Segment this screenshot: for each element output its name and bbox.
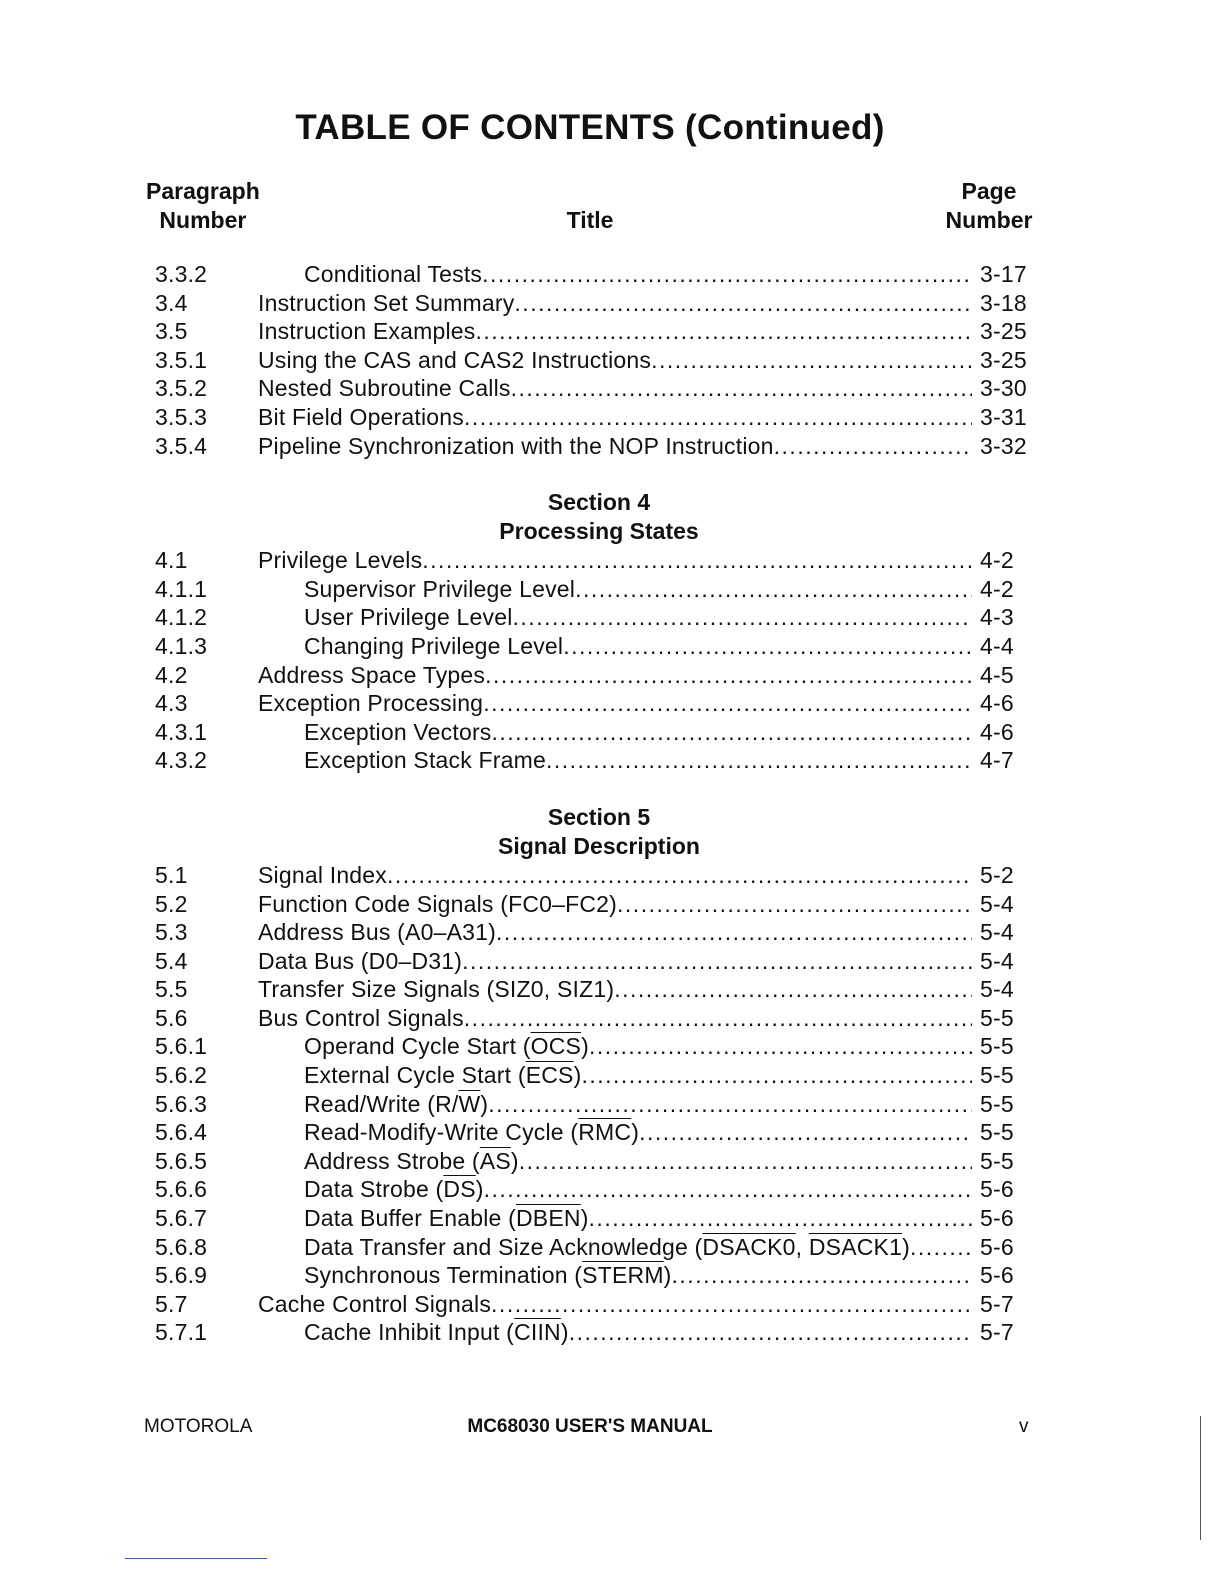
toc-entry[interactable]: [0, 317, 1224, 346]
paragraph-number: 4.1.3: [155, 632, 208, 659]
toc-entry[interactable]: [0, 1290, 1224, 1319]
toc-entry[interactable]: [0, 689, 1224, 718]
entry-title-leader: [304, 1318, 972, 1347]
entry-title: Data Strobe $(\overline{DS})$: [304, 1176, 484, 1203]
paragraph-number: 4.1.1: [155, 575, 208, 602]
paragraph-number: 5.6.1: [155, 1033, 208, 1060]
page-number: 5-4: [980, 890, 1014, 917]
page-number: 3-18: [980, 289, 1027, 316]
footer-page-number: v: [1019, 1416, 1029, 1437]
paragraph-number: 5.6.3: [155, 1090, 208, 1117]
paragraph-number: 5.6.2: [155, 1062, 208, 1089]
section-heading: [0, 803, 1198, 861]
entry-title-leader: [304, 718, 972, 747]
page-number: 4-5: [980, 661, 1014, 688]
paragraph-number: 5.1: [155, 861, 188, 888]
dot-leader: [475, 317, 972, 346]
dot-leader: [482, 260, 972, 289]
entry-title-leader: [304, 575, 972, 604]
paragraph-number: 4.3.2: [155, 747, 208, 774]
active-low-signal: $\overline{DS}$: [443, 1176, 476, 1203]
page-number: 3-25: [980, 318, 1027, 345]
entry-title-leader: [258, 975, 972, 1004]
entry-title-leader: [304, 632, 972, 661]
page-number: 3-25: [980, 346, 1027, 373]
dot-leader: [491, 1290, 972, 1319]
entry-title-leader: [258, 1004, 972, 1033]
entry-title-leader: [258, 890, 972, 919]
toc-entry[interactable]: [0, 975, 1224, 1004]
dot-leader: [464, 403, 972, 432]
entry-title-leader: [304, 1233, 972, 1262]
active-low-signal: $\overline{OCS}$: [530, 1033, 582, 1060]
dot-leader: [651, 346, 972, 375]
footer-manual-title: MC68030 USER'S MANUAL: [467, 1416, 713, 1437]
page-number: 4-2: [980, 575, 1014, 602]
paragraph-number: 4.1.2: [155, 604, 208, 631]
dot-leader: [910, 1233, 972, 1262]
active-low-signal: CIIN: [514, 1319, 561, 1346]
entry-title: Pipeline Synchronization with the NOP Instruction: [258, 432, 774, 459]
entry-title: Exception Stack Frame: [304, 747, 546, 774]
page-number: 5-5: [980, 1090, 1014, 1117]
dot-leader: [672, 1261, 972, 1290]
paragraph-number: 5.2: [155, 890, 188, 917]
page-number: 3-30: [980, 375, 1027, 402]
paragraph-number: 5.6.6: [155, 1176, 208, 1203]
toc-entry[interactable]: [0, 1204, 1224, 1233]
entry-title: Function Code Signals (FC0–FC2): [258, 890, 618, 917]
entry-title-leader: [258, 546, 972, 575]
dot-leader: [492, 718, 972, 747]
entry-title-leader: [258, 346, 972, 375]
entry-title-leader: [258, 289, 972, 318]
paragraph-number: 4.2: [155, 661, 188, 688]
dot-leader: [563, 632, 972, 661]
paragraph-header-line1: Paragraph: [146, 178, 260, 204]
scan-edge-line: [1200, 1416, 1201, 1540]
entry-title-leader: [258, 403, 972, 432]
dot-leader: [617, 890, 972, 919]
toc-entry[interactable]: [0, 861, 1224, 890]
entry-title-leader: [304, 1261, 972, 1290]
dot-leader: [514, 289, 972, 318]
toc-entry[interactable]: [0, 890, 1224, 919]
page-number: 3-31: [980, 403, 1027, 430]
active-low-signal: STERM: [582, 1262, 664, 1289]
section-label: Section 5: [547, 803, 651, 830]
section-heading: [0, 488, 1198, 546]
entry-title: Exception Processing: [258, 690, 484, 717]
active-low-signal: DSACK0: [702, 1233, 796, 1260]
paragraph-number: 5.6.7: [155, 1205, 208, 1232]
page-number: 5-4: [980, 919, 1014, 946]
entry-title-leader: [304, 603, 972, 632]
paragraph-number: 5.6: [155, 1004, 188, 1031]
dot-leader: [614, 975, 972, 1004]
active-low-signal: $\overline{W}$: [458, 1090, 481, 1117]
page-title: TABLE OF CONTENTS (Continued): [295, 108, 885, 147]
paragraph-number: 4.3: [155, 690, 188, 717]
paragraph-number: 5.4: [155, 947, 188, 974]
entry-title-leader: [304, 1032, 972, 1061]
page-number: 5-5: [980, 1004, 1014, 1031]
section-name: Signal Description: [498, 832, 700, 859]
paragraph-number: 3.4: [155, 289, 188, 316]
entry-title-leader: [258, 689, 972, 718]
entry-title-leader: [304, 260, 972, 289]
dot-leader: [484, 1175, 972, 1204]
entry-title-leader: [304, 1061, 972, 1090]
toc-entry[interactable]: [0, 1233, 1224, 1262]
entry-title: External Cycle Start $(\overline{ECS})$: [304, 1062, 582, 1089]
entry-title: Privilege Levels: [258, 547, 423, 574]
entry-title: Cache Inhibit Input (CIIN): [304, 1319, 569, 1346]
entry-title-leader: [258, 918, 972, 947]
toc-entry[interactable]: [0, 1175, 1224, 1204]
entry-title: Conditional Tests: [304, 261, 483, 287]
page-number: 5-6: [980, 1262, 1014, 1289]
active-low-signal: DSACK1: [808, 1233, 903, 1260]
entry-title: Bit Field Operations: [258, 403, 464, 430]
active-low-signal: DBEN: [515, 1205, 581, 1232]
toc-entry[interactable]: [0, 632, 1224, 661]
entry-title: Operand Cycle Start $(\overline{OCS})$: [304, 1033, 589, 1060]
page-number: 5-6: [980, 1233, 1014, 1260]
toc-entry[interactable]: [0, 260, 1224, 289]
paragraph-number: 5.6.4: [155, 1119, 208, 1146]
dot-leader: [639, 1118, 972, 1147]
page-number: 5-5: [980, 1062, 1014, 1089]
page-number: 5-7: [980, 1319, 1014, 1346]
section-name: Processing States: [499, 518, 699, 545]
page-number-header: [944, 177, 1034, 235]
dot-leader: [569, 1318, 972, 1347]
paragraph-header-line2: Number: [159, 207, 247, 233]
dot-leader: [513, 603, 972, 632]
paragraph-number: 5.6.9: [155, 1262, 208, 1289]
scan-blue-mark: [125, 1558, 267, 1559]
paragraph-number: 5.7: [155, 1290, 188, 1317]
page-number: 5-7: [980, 1290, 1014, 1317]
toc-entry[interactable]: [0, 1118, 1224, 1147]
entry-title: Exception Vectors: [304, 718, 492, 745]
page-header-line2: Number: [945, 207, 1033, 233]
dot-leader: [774, 432, 972, 461]
dot-leader: [485, 661, 972, 690]
paragraph-number: 4.3.1: [155, 718, 208, 745]
entry-title: Nested Subroutine Calls: [258, 375, 511, 402]
dot-leader: [483, 689, 972, 718]
entry-title-leader: [304, 1118, 972, 1147]
page-number: 5-5: [980, 1033, 1014, 1060]
entry-title: Changing Privilege Level: [304, 632, 564, 659]
toc-entry[interactable]: [0, 1261, 1224, 1290]
page-number: 5-6: [980, 1176, 1014, 1203]
paragraph-number: 5.6.5: [155, 1147, 208, 1174]
entry-title-leader: [304, 746, 972, 775]
page-number: 5-6: [980, 1205, 1014, 1232]
dot-leader: [575, 575, 972, 604]
entry-title: Read-Modify-Write Cycle $(\overline{RMC})$: [304, 1119, 640, 1146]
entry-title-leader: [304, 1147, 972, 1176]
active-low-signal: $\overline{ECS}$: [525, 1062, 574, 1089]
paragraph-number: 5.6.8: [155, 1233, 208, 1260]
entry-title: User Privilege Level: [304, 604, 513, 631]
toc-entry[interactable]: [0, 575, 1224, 604]
toc-list: [0, 260, 1224, 1347]
dot-leader: [589, 1032, 972, 1061]
page-number: 5-4: [980, 947, 1014, 974]
dot-leader: [511, 374, 972, 403]
toc-entry[interactable]: [0, 918, 1224, 947]
paragraph-number: 3.5.4: [155, 432, 208, 459]
dot-leader: [387, 861, 972, 890]
entry-title-leader: [258, 317, 972, 346]
toc-entry[interactable]: [0, 432, 1224, 461]
page-number: 4-4: [980, 632, 1014, 659]
paragraph-number: 4.1: [155, 547, 188, 574]
toc-entry[interactable]: [0, 661, 1224, 690]
entry-title: Signal Index: [258, 861, 387, 888]
entry-title: Transfer Size Signals (SIZ0, SIZ1): [258, 976, 615, 1003]
entry-title-leader: [304, 1090, 972, 1119]
toc-entry[interactable]: [0, 1061, 1224, 1090]
page-number: 4-7: [980, 747, 1014, 774]
entry-title: Instruction Set Summary: [258, 289, 515, 316]
entry-title-leader: [258, 432, 972, 461]
paragraph-number: 3.5.2: [155, 375, 208, 402]
page-number: 4-2: [980, 547, 1014, 574]
dot-leader: [546, 746, 972, 775]
toc-entry[interactable]: [0, 746, 1224, 775]
section-label: Section 4: [547, 489, 651, 516]
entry-title-leader: [258, 861, 972, 890]
toc-entry[interactable]: [0, 346, 1224, 375]
toc-entry[interactable]: [0, 1318, 1224, 1347]
entry-title-leader: [258, 1290, 972, 1319]
page-number: 5-5: [980, 1119, 1014, 1146]
dot-leader: [422, 546, 972, 575]
dot-leader: [464, 1004, 972, 1033]
toc-entry[interactable]: [0, 718, 1224, 747]
page-number: 4-6: [980, 718, 1014, 745]
entry-title: Supervisor Privilege Level: [304, 575, 576, 602]
entry-title: Using the CAS and CAS2 Instructions: [258, 346, 652, 373]
entry-title: Address Space Types: [258, 661, 486, 688]
paragraph-number: 3.5: [155, 318, 188, 345]
entry-title: Address Bus (A0–A31): [258, 919, 496, 946]
entry-title: Synchronous Termination (STERM): [304, 1262, 672, 1289]
dot-leader: [519, 1147, 972, 1176]
page-number: 3-32: [980, 432, 1027, 459]
active-low-signal: $\overline{AS}$: [479, 1147, 511, 1174]
toc-entry[interactable]: [0, 374, 1224, 403]
dot-leader: [589, 1204, 972, 1233]
entry-title: Data Transfer and Size Acknowledge (DSACK0, DSACK1): [304, 1233, 910, 1260]
active-low-signal: $\overline{RMC}$: [578, 1119, 632, 1146]
entry-title: Address Strobe $(\overline{AS})$: [304, 1147, 519, 1174]
paragraph-number: 5.5: [155, 976, 188, 1003]
entry-title: Data Buffer Enable (DBEN): [304, 1205, 589, 1232]
entry-title-leader: [258, 947, 972, 976]
paragraph-number: 3.3.2: [155, 261, 208, 287]
toc-entry[interactable]: [0, 289, 1224, 318]
toc-entry[interactable]: [0, 546, 1224, 575]
toc-entry[interactable]: [0, 947, 1224, 976]
entry-title: Read/Write $(R/\overline{W})$: [304, 1090, 489, 1117]
page-number: 3-17: [980, 261, 1027, 287]
entry-title: Cache Control Signals: [258, 1290, 492, 1317]
dot-leader: [488, 1090, 972, 1119]
dot-leader: [462, 947, 972, 976]
page-number: 5-5: [980, 1147, 1014, 1174]
dot-leader: [581, 1061, 972, 1090]
entry-title: Instruction Examples: [258, 318, 476, 345]
entry-title-leader: [258, 374, 972, 403]
toc-entry[interactable]: [0, 1032, 1224, 1061]
paragraph-number: 3.5.1: [155, 346, 208, 373]
entry-title-leader: [258, 661, 972, 690]
entry-title-leader: [304, 1175, 972, 1204]
paragraph-number: 5.7.1: [155, 1319, 208, 1346]
paragraph-number: 3.5.3: [155, 403, 208, 430]
dot-leader: [496, 918, 972, 947]
page-number: 5-4: [980, 976, 1014, 1003]
entry-title: Bus Control Signals: [258, 1004, 464, 1031]
title-header: Title: [566, 207, 614, 233]
toc-entry[interactable]: [0, 1147, 1224, 1176]
toc-entry[interactable]: [0, 1004, 1224, 1033]
toc-entry[interactable]: [0, 403, 1224, 432]
toc-entry[interactable]: [0, 1090, 1224, 1119]
page-number: 5-2: [980, 861, 1014, 888]
toc-entry[interactable]: [0, 603, 1224, 632]
page-header-line1: Page: [961, 178, 1017, 204]
entry-title-leader: [304, 1204, 972, 1233]
footer-publisher: MOTOROLA: [144, 1416, 253, 1437]
page-number: 4-6: [980, 690, 1014, 717]
entry-title: Data Bus (D0–D31): [258, 947, 463, 974]
page-number: 4-3: [980, 604, 1014, 631]
paragraph-number: 5.3: [155, 919, 188, 946]
